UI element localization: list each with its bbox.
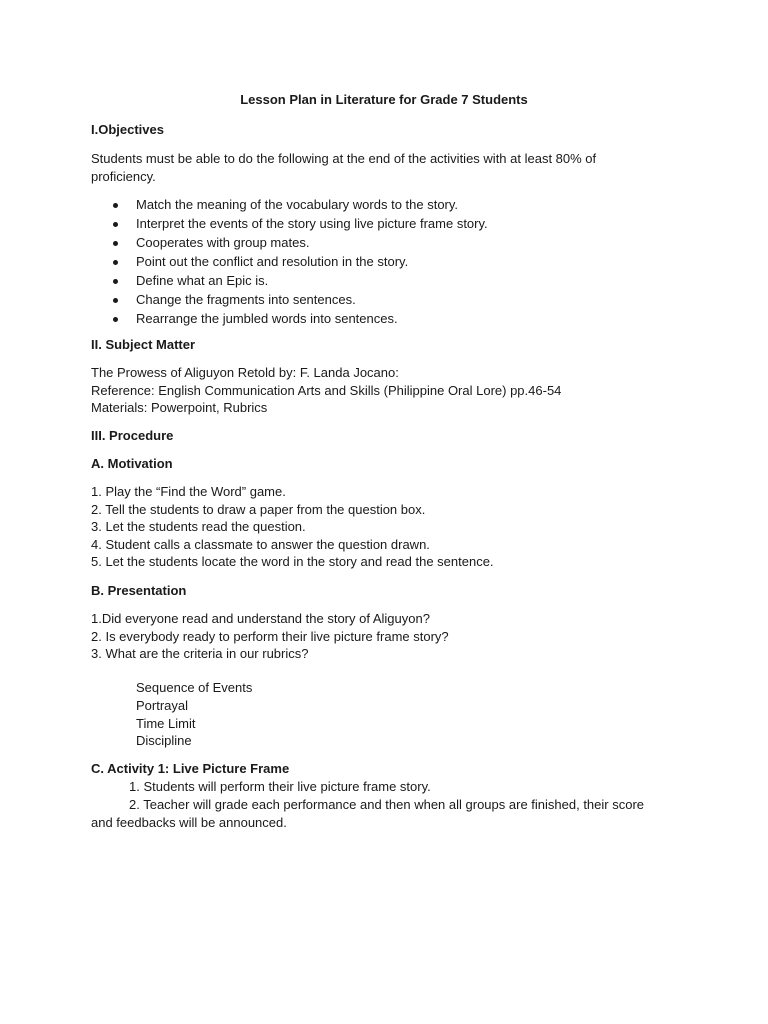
objectives-heading: I.Objectives xyxy=(91,122,164,137)
rubric-criteria xyxy=(136,679,252,750)
subject-matter-body xyxy=(91,364,691,417)
presentation-question: 1.Did everyone read and understand the story of Aliguyon? xyxy=(91,611,430,626)
subject-matter-heading: II. Subject Matter xyxy=(91,337,196,352)
bullet-icon xyxy=(113,279,118,284)
bullet-icon xyxy=(113,298,118,303)
objective-text: Change the fragments into sentences. xyxy=(136,292,356,307)
subject-matter-line: Materials: Powerpoint, Rubrics xyxy=(91,400,268,415)
objective-item xyxy=(91,271,488,290)
presentation-questions xyxy=(91,610,691,663)
objective-item xyxy=(91,290,488,309)
bullet-icon xyxy=(113,317,118,322)
motivation-heading: A. Motivation xyxy=(91,456,173,471)
objective-text: Cooperates with group mates. xyxy=(136,235,310,250)
motivation-steps xyxy=(91,483,691,571)
presentation-heading: B. Presentation xyxy=(91,583,187,598)
activity-body xyxy=(91,778,691,832)
objectives-intro-line: proficiency. xyxy=(91,168,156,184)
activity-step: 2. Teacher will grade each performance and then when all groups are finished, their score xyxy=(129,797,645,812)
objective-item xyxy=(91,214,488,233)
rubric-criterion: Time Limit xyxy=(136,715,196,731)
rubric-criterion: Portrayal xyxy=(136,697,189,713)
bullet-icon xyxy=(113,260,118,265)
motivation-step: 2. Tell the students to draw a paper from the question box. xyxy=(91,501,426,517)
subject-matter-line: Reference: English Communication Arts and Skills (Philippine Oral Lore) pp.46-54 xyxy=(91,382,562,398)
objective-text: Define what an Epic is. xyxy=(136,273,269,288)
objective-text: Rearrange the jumbled words into sentences. xyxy=(136,311,398,326)
procedure-heading: III. Procedure xyxy=(91,428,174,443)
objective-item xyxy=(91,252,488,271)
objective-item xyxy=(91,233,488,252)
objectives-intro-line: Students must be able to do the following at the end of the activities with at least 80% of xyxy=(91,151,597,166)
objective-item xyxy=(91,309,488,328)
objective-text: Match the meaning of the vocabulary words to the story. xyxy=(136,197,459,212)
bullet-icon xyxy=(113,203,118,208)
objective-text: Interpret the events of the story using live picture frame story. xyxy=(136,216,488,231)
subject-matter-line: The Prowess of Aliguyon Retold by: F. Landa Jocano: xyxy=(91,365,399,380)
objective-item xyxy=(91,195,488,214)
objective-text: Point out the conflict and resolution in the story. xyxy=(136,254,409,269)
activity-step: 1. Students will perform their live picture frame story. xyxy=(129,779,431,794)
objectives-intro xyxy=(91,150,691,185)
activity-heading: C. Activity 1: Live Picture Frame xyxy=(91,761,290,776)
motivation-step: 4. Student calls a classmate to answer the question drawn. xyxy=(91,536,430,552)
bullet-icon xyxy=(113,241,118,246)
document-title: Lesson Plan in Literature for Grade 7 Students xyxy=(240,92,528,107)
bullet-icon xyxy=(113,222,118,227)
presentation-question: 2. Is everybody ready to perform their live picture frame story? xyxy=(91,628,449,644)
motivation-step: 3. Let the students read the question. xyxy=(91,519,306,534)
presentation-question: 3. What are the criteria in our rubrics? xyxy=(91,646,309,661)
objectives-list xyxy=(91,195,488,328)
motivation-step: 1. Play the “Find the Word” game. xyxy=(91,484,286,499)
rubric-criterion: Sequence of Events xyxy=(136,680,253,695)
motivation-step: 5. Let the students locate the word in the story and read the sentence. xyxy=(91,554,494,569)
rubric-criterion: Discipline xyxy=(136,733,192,749)
activity-step-continuation: and feedbacks will be announced. xyxy=(91,815,287,830)
